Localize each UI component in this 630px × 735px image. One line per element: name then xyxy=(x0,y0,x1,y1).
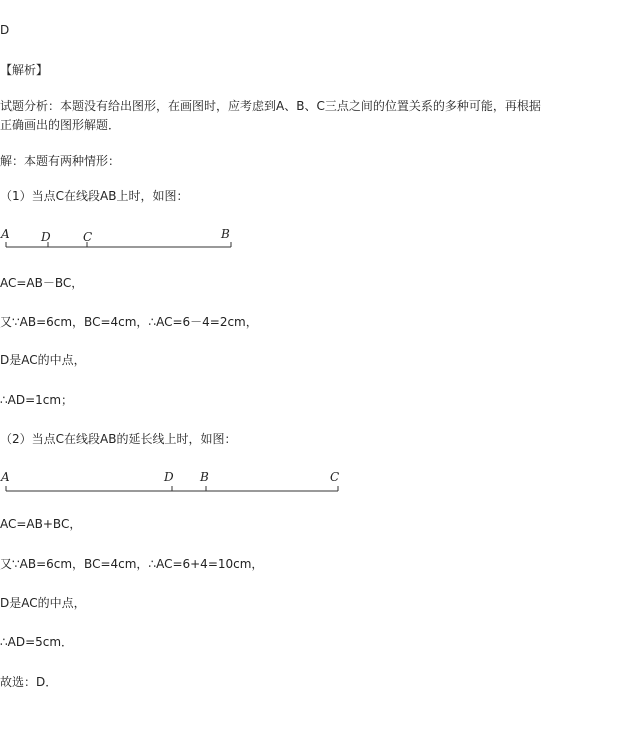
case1-step-4: ∴AD=1cm； xyxy=(0,393,74,407)
case1-label-a: A xyxy=(1,227,10,241)
section-title: 【解析】 xyxy=(0,63,49,77)
case1-label-d: D xyxy=(41,230,51,244)
analysis-line-2: 正确画出的图形解题． xyxy=(0,118,121,132)
case1-heading: （1）当点C在线段AB上时，如图： xyxy=(0,189,189,203)
case2-step-1: AC=AB+BC， xyxy=(0,517,82,531)
case1-step-3: D是AC的中点， xyxy=(0,353,86,367)
case2-segment-figure xyxy=(0,464,360,496)
case2-label-a: A xyxy=(1,470,10,484)
case1-label-c: C xyxy=(83,230,93,244)
case1-step-2: 又∵AB=6cm，BC=4cm，∴AC=6－4=2cm， xyxy=(0,315,258,329)
case2-step-4: ∴AD=5cm． xyxy=(0,635,74,649)
case1-segment-figure xyxy=(0,222,260,254)
conclusion: 故选：D． xyxy=(0,675,58,689)
case2-heading: （2）当点C在线段AB的延长线上时，如图： xyxy=(0,432,237,446)
answer-letter: D xyxy=(0,23,10,37)
case2-label-b: B xyxy=(200,470,209,484)
case2-step-3: D是AC的中点， xyxy=(0,596,86,610)
analysis-line-1: 试题分析：本题没有给出图形，在画图时，应考虑到A、B、C三点之间的位置关系的多种可能，再根据 xyxy=(0,99,541,113)
solution-intro: 解：本题有两种情形： xyxy=(0,154,121,168)
case2-label-d: D xyxy=(164,470,174,484)
case1-step-1: AC=AB－BC， xyxy=(0,276,84,290)
case2-step-2: 又∵AB=6cm，BC=4cm，∴AC=6+4=10cm， xyxy=(0,557,264,571)
case2-label-c: C xyxy=(330,470,340,484)
case1-label-b: B xyxy=(221,227,230,241)
